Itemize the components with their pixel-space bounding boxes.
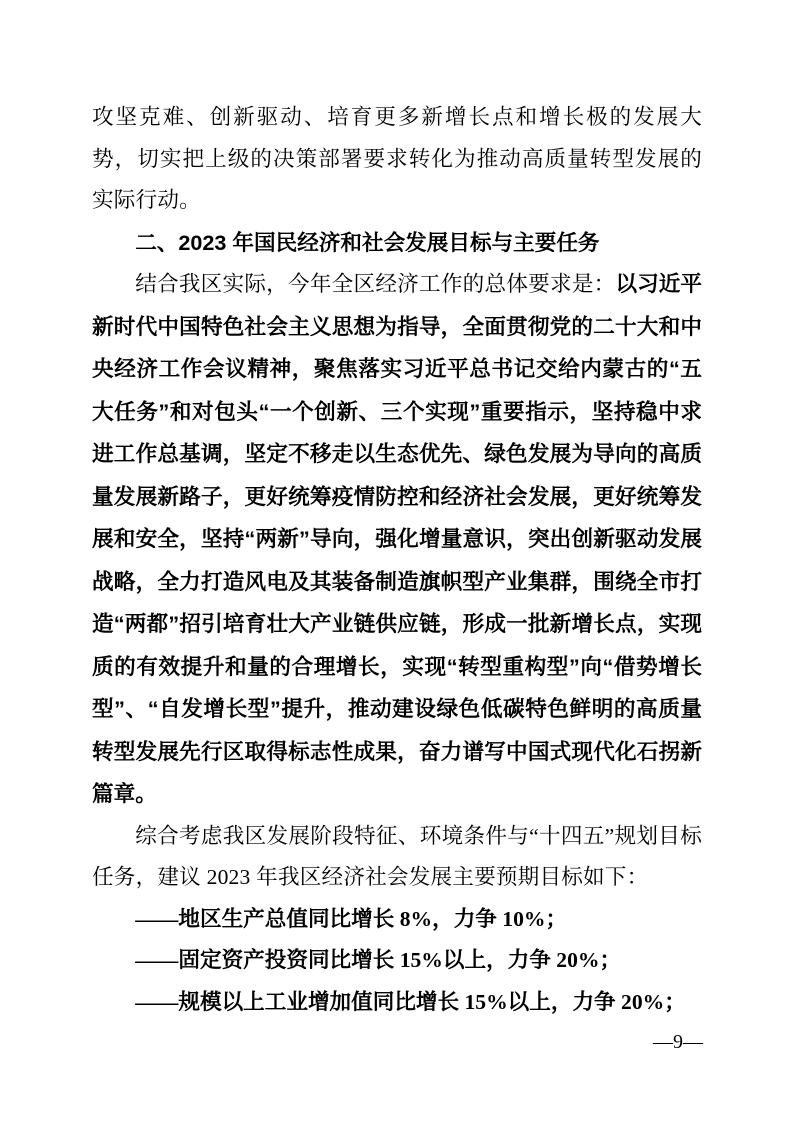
page-number: —9—: [653, 1031, 703, 1053]
target-item-industrial-added-value: ——规模以上工业增加值同比增长 15%以上，力争 20%；: [135, 989, 686, 1014]
section-heading: 二、2023 年国民经济和社会发展目标与主要任务: [135, 229, 600, 255]
paragraph-overall-requirements: [92, 263, 702, 816]
target-item-fixed-asset-investment: ——固定资产投资同比增长 15%以上，力争 20%；: [135, 948, 622, 972]
paragraph-targets-intro: 综合考虑我区发展阶段特征、环境条件与“十四五”规划目标任务，建议 2023 年我区经济社会发展主要预期目标如下：: [92, 823, 702, 889]
overall-requirements-emphasis-text: 以习近平新时代中国特色社会主义思想为指导，全面贯彻党的二十大和中央经济工作会议精神，聚焦落实习近平总书记交给内蒙古的“五大任务”和对包头“一个创新、三个实现”重要指示，坚持稳中求进工作总基调，坚定不移走以生态优先、绿色发展为导向的高质量发展新路子，更好统筹疫情防控和经济社会发展，更好统筹发展和安全，坚持“两新”导向，强化增量意识，突出创新驱动发展战略，全力打造风电及其装备制造旗帜型产业集群，围绕全市打造“两都”招引培育壮大产业链供应链，形成一批新增长点，实现质的有效提升和量的合理增长，实现“转型重构型”向“借势增长型”、“自发增长型”提升，推动建设绿色低碳特色鲜明的高质量转型发展先行区取得标志性成果，奋力谱写中国式现代化石拐新篇章。: [92, 271, 702, 806]
paragraph-continuation: 攻坚克难、创新驱动、培育更多新增长点和增长极的发展大势，切实把上级的决策部署要求转化为推动高质量转型发展的实际行动。: [92, 105, 702, 212]
overall-requirements-intro-text: 结合我区实际，今年全区经济工作的总体要求是：: [135, 272, 616, 296]
document-body: [92, 97, 702, 1023]
target-item-gdp-growth: ——地区生产总值同比增长 8%，力争 10%；: [135, 906, 568, 931]
